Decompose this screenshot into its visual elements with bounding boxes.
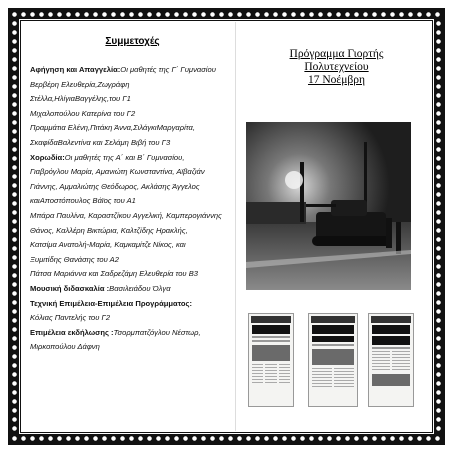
credit-line xyxy=(30,121,235,136)
credit-names: Γιαβρόγλου Μαρία, Αμανιώτη Κωνσταντίνα, Αϊβαζιάν xyxy=(30,167,205,177)
program-title-line-3: 17 Νοέμβρη xyxy=(307,74,366,86)
credit-names: Στέλλα,ΗλίγιαΒαγγέλης,του Γ1 xyxy=(30,94,131,104)
credit-names: Μιρκοπούλου Δάφνη xyxy=(30,342,100,352)
newspaper-clipping xyxy=(248,313,294,407)
newspaper-clipping xyxy=(308,313,358,407)
border-pattern-left xyxy=(10,19,19,434)
credit-line xyxy=(30,311,235,326)
credit-names: καιΑποστόπουλος Βάϊος του Α1 xyxy=(30,196,136,206)
program-title-line-2: Πολυτεχνείου xyxy=(304,61,369,73)
credit-line xyxy=(30,180,235,195)
credit-line xyxy=(30,209,235,224)
credits-list xyxy=(30,63,235,355)
credit-role: Χορωδία: xyxy=(30,152,65,162)
credit-line xyxy=(30,238,235,253)
credit-line xyxy=(30,92,235,107)
credit-line xyxy=(30,267,235,282)
border-pattern-top xyxy=(10,10,443,19)
border-pattern-right xyxy=(434,19,443,434)
credit-names: Γιάννης, Αμμαλιώτης Θεόδωρος, Ακλάσης Άγγελος xyxy=(30,181,200,191)
credit-names: Πραμμάτια Ελένη,Πιτάκη Άννα,ΣιλάγκιΜαργαρίτα, xyxy=(30,123,195,133)
border-pattern-bottom xyxy=(10,434,443,443)
credit-names: Ξυμιτίδης Θανάσης του Α2 xyxy=(30,254,119,264)
credit-line xyxy=(30,78,235,93)
credit-names: Μπάρα Παυλίνα, Καραστζίκου Αγγελική, Καμπερογιάννης xyxy=(30,210,222,220)
credit-names: Οι μαθητές της Α΄ και Β΄ Γυμνασίου, xyxy=(64,152,185,162)
credit-names: Θάνος, Καλλέρη Βικτώρια, Καλτζίδης Ηρακλής, xyxy=(30,225,188,235)
credit-line xyxy=(30,107,235,122)
participants-panel xyxy=(30,36,235,355)
credit-line xyxy=(30,297,235,312)
credit-role: Αφήγηση και Απαγγελία: xyxy=(30,65,121,74)
credit-line xyxy=(30,194,235,209)
fold-line xyxy=(235,22,236,431)
credit-line xyxy=(30,151,235,166)
polytechnic-tank-photo xyxy=(246,122,411,290)
credit-line xyxy=(30,282,235,297)
credit-names: ΣκαφίδαΒαλεντίνα και Σελάμη Βιβή του Γ3 xyxy=(30,137,171,147)
credit-role: Τεχνική Επιμέλεια-Επιμέλεια Προγράμματος: xyxy=(30,298,193,308)
credit-line xyxy=(30,165,235,180)
credit-line xyxy=(30,340,235,355)
credit-names: Πάτσα Μαριάννα και Σαδρεζάμη Ελευθερία του Β3 xyxy=(30,269,199,279)
credit-names: Κόλιας Παντελής του Γ2 xyxy=(30,313,111,323)
credit-role: Μουσική διδασκαλία : xyxy=(30,283,110,293)
credit-names: Βασιλειάδου Όλγα xyxy=(109,283,171,293)
credit-names: Βερβέρη Ελευθερία,Ζωγράφη xyxy=(30,79,130,89)
credit-names: Μιχαλοπούλου Κατερίνα του Γ2 xyxy=(30,108,136,118)
credit-names: Τσορμπατζόγλου Νέστωρ, xyxy=(113,327,201,337)
credit-line xyxy=(30,224,235,239)
program-title-block xyxy=(245,48,428,87)
credit-line xyxy=(30,63,235,78)
credit-names: Κατσίμα Ανατολή-Μαρία, Καμκαμίτζε Νίκος, και xyxy=(30,240,186,250)
credit-line xyxy=(30,253,235,268)
newspaper-clipping xyxy=(368,313,414,407)
participants-heading: Συμμετοχές xyxy=(105,36,160,47)
historic-newspaper-clippings xyxy=(248,313,416,411)
program-title-line-1: Πρόγραμμα Γιορτής xyxy=(289,48,384,60)
credit-line xyxy=(30,326,235,341)
credit-line xyxy=(30,136,235,151)
credit-names: Οι μαθητές της Γ΄ Γυμνασίου xyxy=(120,65,216,74)
credit-role: Επιμέλεια εκδήλωσης : xyxy=(30,327,114,337)
